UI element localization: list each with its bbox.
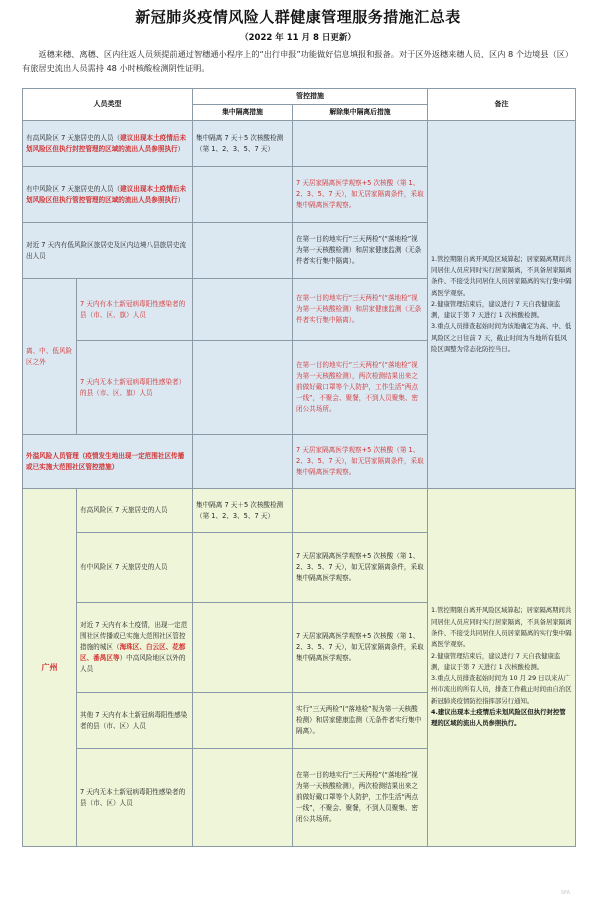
group-guangzhou: 广州 — [23, 489, 77, 847]
notes-general: 1.管控期限自离开风险区域算起；居家隔离期间共同居住人员应同时实行居家隔离，不具备居家隔离条件、不接受共同居住人员居家隔离的实行集中隔离医学观察。 2.健康管理结束后，建议进行 7 天自我健康监测，建议于第 7 天进行 1 次核酸检测。 3.重点人员排查起始时间为该地确定为高、中、低风险区之日往前 7 天，截止时间为当地所有低风险区调整为常态化防控当日。 — [428, 121, 576, 489]
table-row — [23, 489, 576, 533]
row-gz-no-positive-type: 7 天内无本土新冠病毒阳性感染者的县（市、区）人员 — [77, 749, 193, 847]
row-low-risk-after: 在第一目的地实行“三天两检”(“落地检”视为第一天核酸检测）和居家健康监测（无条件者实行集中隔离）。 — [293, 223, 428, 279]
group-outside-risk-areas: 离、中、低风险区之外 — [23, 279, 77, 435]
measures-table — [22, 88, 576, 847]
header-person-type: 人员类型 — [23, 89, 193, 121]
row-gz-mid-central — [193, 533, 293, 603]
row-gz-mid-after: 7 天居家隔离医学观察+5 次核酸（第 1、2、3、5、7 天），如无居家隔离条件，采取集中隔离医学观察。 — [293, 533, 428, 603]
row-gz-no-positive-after: 在第一目的地实行“三天两检”(“落地检”视为第一天核酸检测），两次检测结果出来之前做好戴口罩等个人防护，工作生活“两点一线”，不聚会、聚餐，不到人员聚集、密闭公共场所。 — [293, 749, 428, 847]
row-no-positive-county-type: 7 天内无本土新冠病毒阳性感染者）的县（市、区、旗）人员 — [77, 341, 193, 435]
intro-paragraph: 返穗来穗、离穗、区内往返人员须提前通过智穗通小程序上的“出行申报”功能做好信息填报和报备。对于区外返穗来穗人员、区内 8 个边境县（区）有旅居史流出人员需持 48 小时核酸检测阴性证明。 — [22, 49, 574, 73]
row-positive-county-after: 在第一目的地实行“三天两检”(“落地检”视为第一天核酸检测）和居家健康监测（无条件者实行集中隔离）。 — [293, 279, 428, 341]
update-date: （2022 年 11 月 8 日更新） — [240, 33, 356, 43]
header-centralized: 集中隔离措施 — [193, 105, 293, 121]
row-gz-positive-central — [193, 693, 293, 749]
header-after: 解除集中隔离后措施 — [293, 105, 428, 121]
header-notes: 备注 — [428, 89, 576, 121]
row-mid-risk-after: 7 天居家隔离医学观察+5 次核酸（第 1、2、3、5、7 天），如无居家隔离条件，采取集中隔离医学观察。 — [293, 167, 428, 223]
row-spillover-central — [193, 435, 293, 489]
row-mid-risk-central — [193, 167, 293, 223]
row-high-risk-after — [293, 121, 428, 167]
header-measures: 管控措施 — [193, 89, 428, 105]
row-no-positive-county-after: 在第一目的地实行“三天两检”(“落地检”视为第一天核酸检测），两次检测结果出来之前做好戴口罩等个人防护，工作生活“两点一线”，不聚会、聚餐，不到人员聚集、密闭公共场所。 — [293, 341, 428, 435]
notes-guangzhou: 1.管控期限自离开风险区域算起；居家隔离期间共同居住人员应同时实行居家隔离，不具备居家隔离条件、不接受共同居住人员居家隔离的实行集中隔离医学观察。 2.健康管理结束后，建议进行 7 天自我健康监测，建议于第 7 天进行 1 次核酸检测。 3.重点人员排查起始时间为 10 月 29 日以来从广州市流出的所有人员，排查工作截止时间由自治区新冠肺炎疫情防控指挥部另行通知。 4.建议出现本土疫情后未划风险区但执行封控管理的区域的流出人员参照执行。 — [428, 489, 576, 847]
row-gz-high-central: 集中隔离 7 天＋5 次核酸检测（第 1、2、3、5、7 天） — [193, 489, 293, 533]
row-low-risk-type: 对近 7 天内有低风险区旅居史及区内边境八县旅居史流出人员 — [23, 223, 193, 279]
row-positive-county-central — [193, 279, 293, 341]
row-high-risk-central: 集中隔离 7 天＋5 次核酸检测（第 1、2、3、5、7 天） — [193, 121, 293, 167]
row-positive-county-type: 7 天内有本土新冠病毒阳性感染者的县（市、区、旗）人员 — [77, 279, 193, 341]
row-gz-spread-type: 对近 7 天内有本土疫情，出现一定范围社区传播或已实施大范围社区管控措施的城区（海珠区、白云区、花都区、番禺区等）中高风险地区以外的人员 — [77, 603, 193, 693]
row-high-risk-type: 有高风险区 7 天旅居史的人员（建议出现本土疫情后未划风险区但执行封控管理的区域的流出人员参照执行） — [23, 121, 193, 167]
row-gz-positive-after: 实行“三天两检”(“落地检”视为第一天核酸检测）和居家健康监测（无条件者实行集中隔离）。 — [293, 693, 428, 749]
row-gz-mid-type: 有中风险区 7 天旅居史的人员 — [77, 533, 193, 603]
row-gz-no-positive-central — [193, 749, 293, 847]
row-spillover-after: 7 天居家隔离医学观察+5 次核酸（第 1、2、3、5、7 天），如无居家隔离条件，采取集中隔离医学观察。 — [293, 435, 428, 489]
row-gz-spread-central — [193, 603, 293, 693]
document-title: 新冠肺炎疫情风险人群健康管理服务措施汇总表 — [135, 8, 461, 26]
row-gz-high-type: 有高风险区 7 天旅居史的人员 — [77, 489, 193, 533]
row-gz-spread-after: 7 天居家隔离医学观察+5 次核酸（第 1、2、3、5、7 天），如无居家隔离条件，采取集中隔离医学观察。 — [293, 603, 428, 693]
row-mid-risk-type: 有中风险区 7 天旅居史的人员（建议出现本土疫情后未划风险区但执行管控管理的区域的流出人员参照执行） — [23, 167, 193, 223]
row-low-risk-central — [193, 223, 293, 279]
table-row — [23, 121, 576, 167]
row-gz-high-after — [293, 489, 428, 533]
watermark: SPA — [560, 890, 570, 896]
row-gz-positive-type: 其他 7 天内有本土新冠病毒阳性感染者的县（市、区）人员 — [77, 693, 193, 749]
row-no-positive-county-central — [193, 341, 293, 435]
row-spillover-type: 外溢风险人员管理（疫情发生地出现一定范围社区传播或已实施大范围社区管控措施） — [23, 435, 193, 489]
